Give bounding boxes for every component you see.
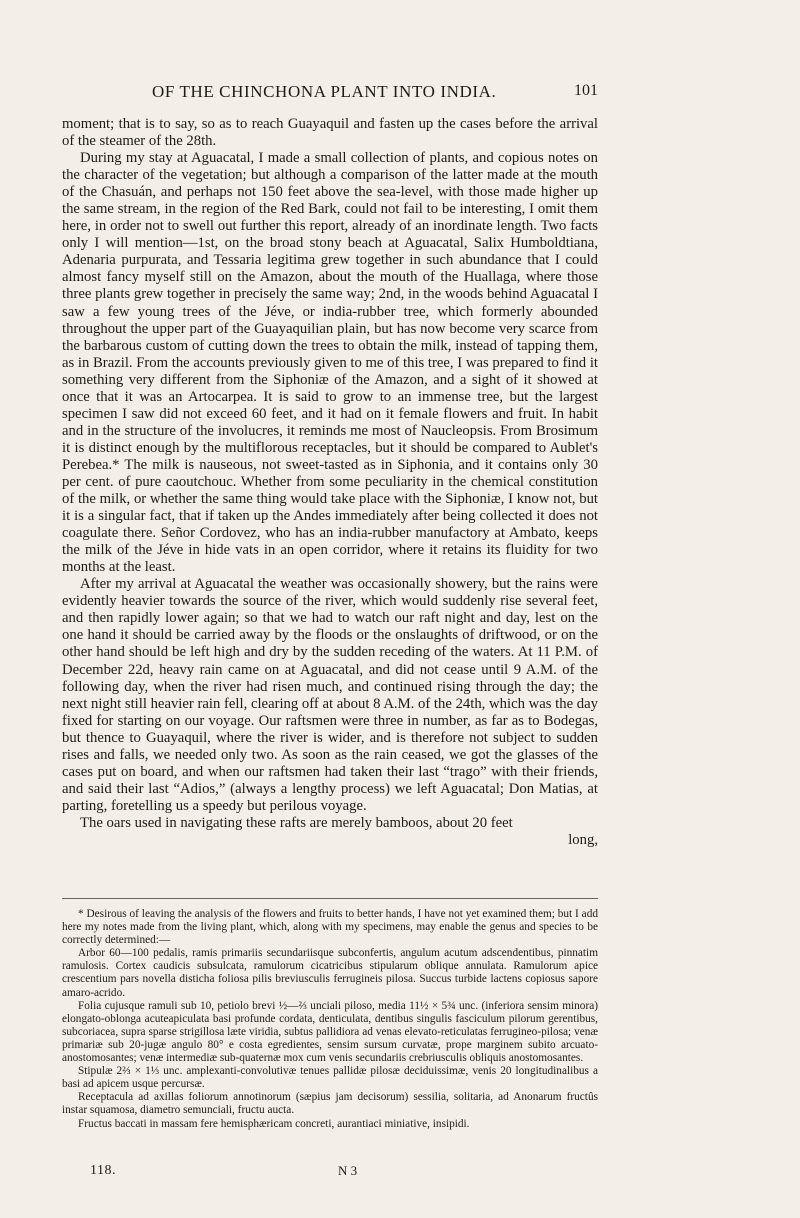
catchword: long, xyxy=(568,831,598,848)
paragraph: The oars used in navigating these rafts are merely bamboos, about 20 feet xyxy=(80,814,513,831)
footnote: * Desirous of leaving the analysis of the flowers and fruits to better hands, I have not yet examined them; but I add here my notes made from the living plant, which, along with my specimens, may enable the genus and species to be correctly determined:— xyxy=(62,908,598,947)
running-title: OF THE CHINCHONA PLANT INTO INDIA. xyxy=(152,82,497,101)
footnote: Folia cujusque ramuli sub 10, petiolo brevi ½—⅔ unciali piloso, media 11½ × 5¾ unc. (inferiora sensim minora) elongato-oblonga acuteapiculata basi profunde cordata, denticulata, dentibus singulis fasciculum pilorum gerentibus, subcoriacea, supra sparse strigillosa læte viridia, subtus pallidiora ad venas elevato-reticulatas ferrugineo-pilosa; venæ primariæ sub 20-jugæ angulo 80° e costa egredientes, sensim sursum curvatæ, prope marginem subito arcuato-anostomosantes; venæ intermediæ sub-quaternæ mox cum venis secundariis crebriusculis obliquis anostomosantes. xyxy=(62,999,598,1065)
gathering-number: 118. xyxy=(90,1163,116,1178)
page-header xyxy=(62,82,598,106)
paragraph: During my stay at Aguacatal, I made a small collection of plants, and copious notes on the character of the vegetation; but although a comparison of the latter made at the mouth of the Chasuán, and perhaps not 150 feet above the sea-level, with those made higher up the same stream, in the region of the Red Bark, could not fail to be interesting, I omit them here, in order not to swell out further this report, already of an inordinate length. Two facts only I will mention—1st, on the broad stony beach at Aguacatal, Salix Humboldtiana, Adenaria purpurata, and Tessaria legitima grew together in such abundance that I could almost fancy myself still on the Amazon, about the mouth of the Huallaga, where those three plants grew together in precisely the same way; 2nd, in the woods behind Aguacatal I saw a few young trees of the Jéve, or india-rubber tree, which formerly abounded throughout the upper part of the Guayaquilian plain, but has now become very scarce from the barbarous custom of cutting down the trees to obtain the milk, instead of tapping them, as in Brazil. From the accounts previously given to me of this tree, I was prepared to find it something very different from the Siphoniæ of the Amazon, and a sight of it showed at once that it was an Artocarpea. It is said to grow to an immense tree, but the largest specimen I saw did not exceed 60 feet, and it had on it female flowers and fruit. In habit and in the structure of the involucres, it reminds me most of Naucleopsis. From Brosimum it is distinct enough by the multiflorous receptacles, but it should be compared to Aublet's Perebea.* The milk is nauseous, not sweet-tasted as in Siphonia, and it contains only 30 per cent. of pure caoutchouc. Whether from some peculiarity in the chemical constitution of the milk, or whether the same thing would take place with the Siphoniæ, I know not, but it is a singular fact, that if taken up the Andes immediately after being collected it does not coagulate there. Señor Cordovez, who has an india-rubber manufactory at Ambato, keeps the milk of the Jéve in hide vats in an open corridor, where it retains its fluidity for two months at the least. xyxy=(62,150,598,576)
paragraph: After my arrival at Aguacatal the weather was occasionally showery, but the rains were evidently heavier towards the source of the river, which would suddenly rise several feet, and then rapidly lower again; so that we had to watch our raft night and day, lest on the one hand it should be carried away by the floods or the onslaughts of driftwood, or on the other hand should be left high and dry by the sudden receding of the waters. At 11 P.M. of December 22d, heavy rain came on at Aguacatal, and did not cease until 9 A.M. of the following day, when the river had risen much, and continued rising through the day; the next night still heavier rain fell, clearing off at about 8 A.M. of the 24th, which was the day fixed for starting on our voyage. Our raftsmen were three in number, as far as to Bodegas, but thence to Guayaquil, where the river is wider, and is therefore not subject to sudden rises and falls, we needed only two. As soon as the rain ceased, we got the glasses of the cases put on board, and when our raftsmen had taken their last “trago” with their friends, and said their last “Adios,” (always a lengthy process) we left Aguacatal; Don Matias, at parting, foretelling us a speedy but perilous voyage. xyxy=(62,576,598,814)
paragraph: moment; that is to say, so as to reach Guayaquil and fasten up the cases before the arrival of the steamer of the 28th. xyxy=(62,116,598,150)
footnote: Receptacula ad axillas foliorum annotinorum (sæpius jam decisorum) sessilia, solitaria, ad Anonarum fructûs instar squamosa, diametro semunciali, fructu aucta. xyxy=(62,1091,598,1117)
page-number: 101 xyxy=(574,82,598,99)
main-text xyxy=(62,116,598,849)
footnote-divider xyxy=(62,898,598,899)
signature-mark: N 3 xyxy=(338,1163,358,1178)
footnotes xyxy=(62,908,598,1131)
footnote: Fructus baccati in massam fere hemisphæricam concreti, aurantiaci miniative, insipidi. xyxy=(78,1117,470,1130)
footnote: Stipulæ 2⅔ × 1⅓ unc. amplexanti-convolutivæ tenues pallidæ pilosæ deciduissimæ, venis 20 longitudinalibus a basi ad apicem usque percursæ. xyxy=(62,1065,598,1091)
footnote: Arbor 60—100 pedalis, ramis primariis secundariisque subconfertis, angulum acutum adscendentibus, pinnatim ramulosis. Cortex caudicis subsulcata, ramulorum cicatricibus stipularum oblique annulata. Ramulorum apice crescentium pars novella disticha foliosa pilis breviusculis ferrugineis pilosa. Succus turbide lactens copiosus sapore amaro-acrido. xyxy=(62,947,598,999)
